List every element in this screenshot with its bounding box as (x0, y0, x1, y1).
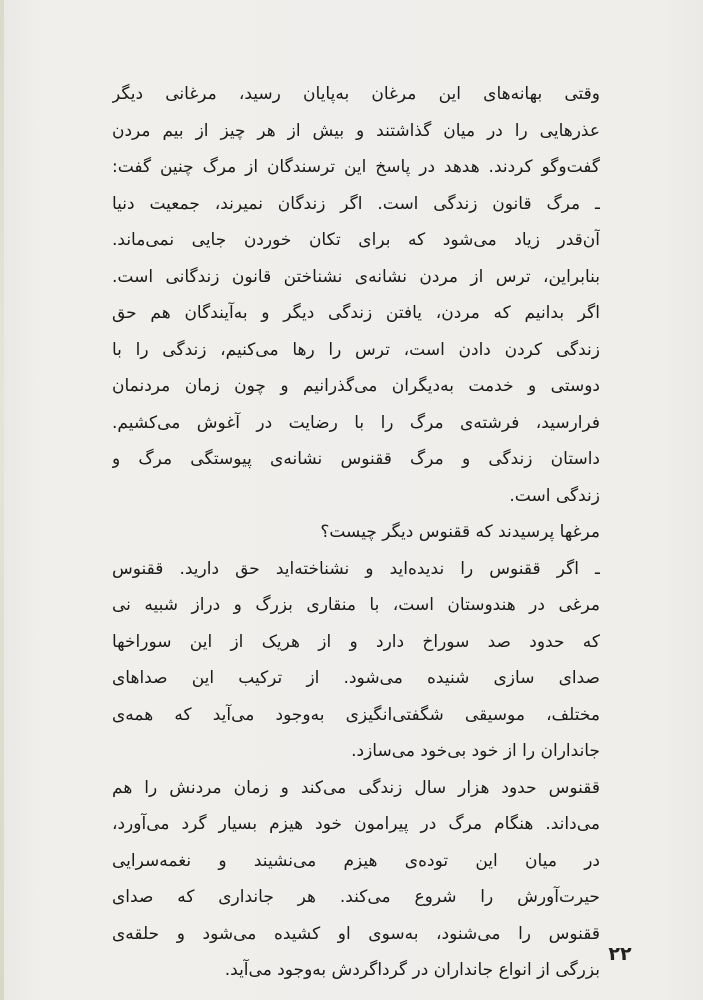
text-line: زندگی است. (509, 485, 600, 506)
text-line: فرارسید، فرشته‌ی مرگ را با رضایت در آغوش می‌کشیم. (112, 412, 600, 433)
text-line: در میان این توده‌ی هیزم می‌نشیند و نغمه‌سرایی (112, 850, 600, 871)
text-line: عذرهایی را در میان گذاشتند و بیش از هر چیز از بیم مردن (112, 120, 600, 141)
text-line: ـ اگر ققنوس را ندیده‌اید و نشناخته‌اید حق دارید. ققنوس (112, 558, 600, 579)
page-number: ۲۲ (608, 943, 632, 965)
text-line: ـ مرگ قانون زندگی است. اگر زندگان نمیرند، جمعیت دنیا (112, 193, 600, 214)
text-line: دوستی و خدمت به‌دیگران می‌گذرانیم و چون زمان مردنمان (112, 376, 600, 396)
text-line: زندگی کردن دادن است، ترس را رها می‌کنیم، زندگی را با (112, 339, 600, 360)
text-line: بزرگی از انواع جانداران در گرداگردش به‌وجود می‌آید. (224, 960, 600, 980)
text-line: حیرت‌آورش را شروع می‌کند. هر جانداری که صدای (112, 887, 600, 907)
text-line: بنابراین، ترس از مردن نشانه‌ی نشناختن قانون زندگانی است. (112, 266, 600, 287)
text-line: ققنوس حدود هزار سال زندگی می‌کند و زمان مردنش را هم (112, 777, 600, 798)
text-line: اگر بدانیم که مردن، یافتن زندگی دیگر و به‌آیندگان هم حق (112, 303, 600, 323)
text-line: ققنوس را می‌شنود، به‌سوی او کشیده می‌شود و حلقه‌ی (112, 923, 600, 944)
text-line: مرغها پرسیدند که ققنوس دیگر چیست؟ (320, 522, 600, 542)
text-line: جانداران را از خود بی‌خود می‌سازد. (351, 741, 600, 761)
body-text (112, 76, 600, 989)
page-edge (0, 0, 4, 1000)
text-line: مختلف، موسیقی شگفتی‌انگیزی به‌وجود می‌آید که همه‌ی (112, 704, 600, 725)
text-line: داستان زندگی و مرگ ققنوس نشانه‌ی پیوستگی مرگ و (112, 449, 600, 469)
text-line: وقتی بهانه‌های این مرغان به‌پایان رسید، مرغانی دیگر (112, 84, 600, 104)
text-line: گفت‌وگو کردند. هدهد در پاسخ این ترسندگان از مرگ چنین گفت: (112, 157, 600, 177)
text-line: می‌داند. هنگام مرگ در پیرامون خود هیزم بسیار گرد می‌آورد، (112, 814, 600, 834)
text-line: آن‌قدر زیاد می‌شود که برای تکان خوردن جایی نمی‌ماند. (112, 230, 600, 250)
text-line: که حدود صد سوراخ دارد و از هریک از این سوراخها (112, 631, 600, 652)
text-line: صدای سازی شنیده می‌شود. از ترکیب این صداهای (112, 668, 600, 688)
text-line: مرغی در هندوستان است، با منقاری بزرگ و دراز شبیه نی (112, 595, 600, 615)
